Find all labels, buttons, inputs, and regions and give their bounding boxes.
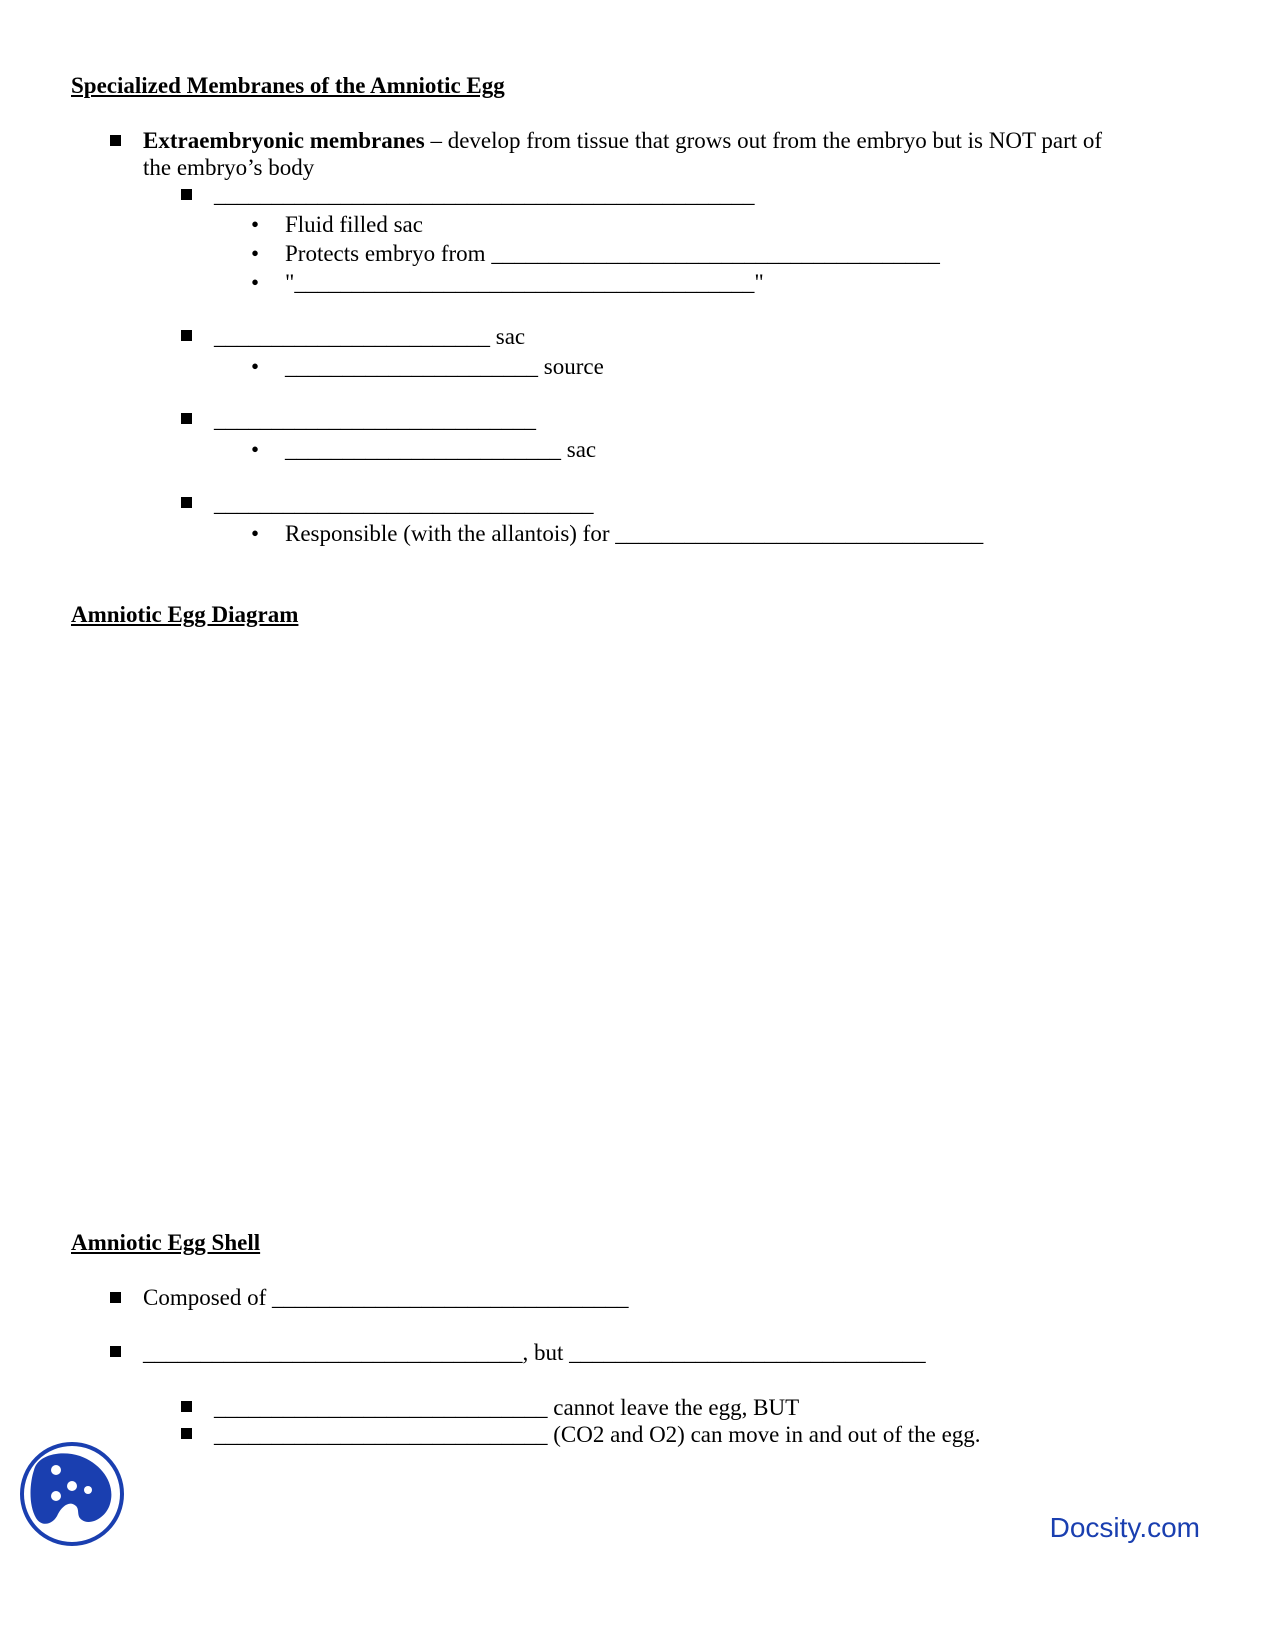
square-bullet-icon bbox=[110, 1346, 121, 1357]
membrane-2-blank: ________________________ sac bbox=[214, 324, 526, 349]
shell-detail-1: _____________________________ cannot leave the egg, BUT bbox=[214, 1395, 800, 1420]
round-bullet-icon: • bbox=[251, 270, 260, 295]
membrane-3-detail-1: ________________________ sac bbox=[285, 437, 597, 462]
square-bullet-icon bbox=[110, 135, 121, 146]
membrane-1-detail-2: Protects embryo from _______________________________________ bbox=[285, 241, 940, 266]
round-bullet-icon: • bbox=[251, 241, 260, 266]
round-bullet-icon: • bbox=[251, 437, 260, 462]
shell-composition: Composed of _______________________________ bbox=[143, 1285, 629, 1310]
membrane-1-detail-3: "________________________________________" bbox=[285, 270, 764, 295]
membrane-4-detail-1: Responsible (with the allantois) for ________________________________ bbox=[285, 521, 984, 546]
round-bullet-icon: • bbox=[251, 521, 260, 546]
bullet-extraembryonic bbox=[143, 127, 1102, 155]
round-bullet-icon: • bbox=[251, 354, 260, 379]
square-bullet-icon bbox=[181, 497, 192, 508]
square-bullet-icon bbox=[110, 1292, 121, 1303]
square-bullet-icon bbox=[181, 1428, 192, 1439]
square-bullet-icon bbox=[181, 1401, 192, 1412]
round-bullet-icon: • bbox=[251, 212, 260, 237]
bullet-definition-line2: the embryo’s body bbox=[143, 155, 315, 180]
section-heading-membranes: Specialized Membranes of the Amniotic Egg bbox=[71, 73, 505, 98]
shell-permeability: _________________________________, but _______________________________ bbox=[143, 1340, 926, 1365]
square-bullet-icon bbox=[181, 189, 192, 200]
membrane-1-blank: _______________________________________________ bbox=[214, 182, 755, 207]
section-heading-egg-shell: Amniotic Egg Shell bbox=[71, 1230, 261, 1255]
docsity-logo-icon bbox=[18, 1440, 126, 1548]
square-bullet-icon bbox=[181, 330, 192, 341]
section-heading-diagram: Amniotic Egg Diagram bbox=[71, 602, 299, 627]
membrane-2-detail-1: ______________________ source bbox=[285, 354, 604, 379]
bullet-definition: – develop from tissue that grows out from the embryo but is NOT part of bbox=[424, 128, 1103, 153]
membrane-4-blank: _________________________________ bbox=[214, 491, 594, 516]
membrane-3-blank: ____________________________ bbox=[214, 407, 536, 432]
shell-detail-2: _____________________________ (CO2 and O2) can move in and out of the egg. bbox=[214, 1422, 981, 1447]
bullet-bold-term: Extraembryonic membranes bbox=[143, 128, 425, 153]
square-bullet-icon bbox=[181, 413, 192, 424]
docsity-brand-link[interactable]: Docsity.com bbox=[1049, 1512, 1200, 1543]
membrane-1-detail-1: Fluid filled sac bbox=[285, 212, 423, 237]
